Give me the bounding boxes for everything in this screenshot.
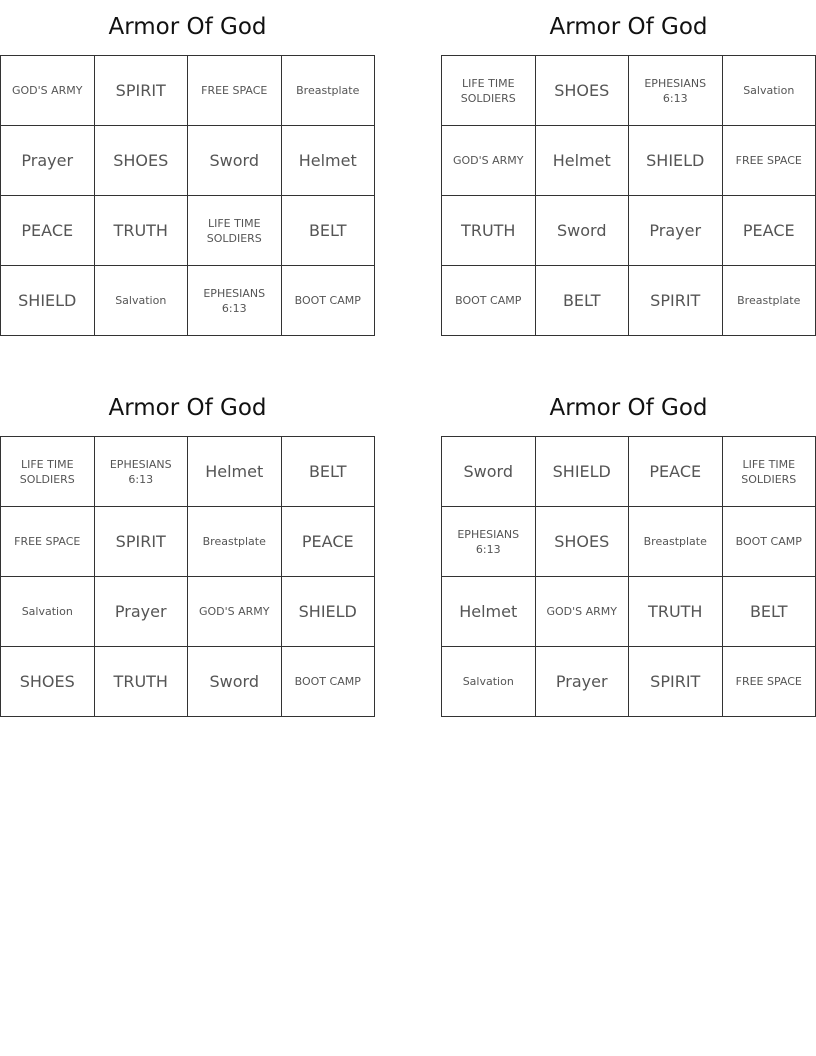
bingo-cell: TRUTH bbox=[95, 647, 189, 717]
bingo-cell: Helmet bbox=[442, 577, 536, 647]
bingo-cell: Helmet bbox=[188, 437, 282, 507]
bingo-grid bbox=[0, 55, 375, 336]
bingo-cell: SPIRIT bbox=[95, 56, 189, 126]
bingo-cell: GOD'S ARMY bbox=[1, 56, 95, 126]
bingo-cell: SHOES bbox=[1, 647, 95, 717]
bingo-grid bbox=[0, 436, 375, 717]
bingo-cell: Helmet bbox=[282, 126, 376, 196]
bingo-cell: BELT bbox=[723, 577, 816, 647]
bingo-cell: Breastplate bbox=[282, 56, 376, 126]
bingo-grid bbox=[441, 436, 816, 717]
bingo-cell: Helmet bbox=[536, 126, 630, 196]
bingo-cell: SHOES bbox=[95, 126, 189, 196]
card-title: Armor Of God bbox=[549, 14, 708, 40]
bingo-cell: GOD'S ARMY bbox=[536, 577, 630, 647]
bingo-cell: Sword bbox=[188, 126, 282, 196]
bingo-cell: Salvation bbox=[95, 266, 189, 336]
bingo-cell: LIFE TIME SOLDIERS bbox=[723, 437, 816, 507]
bingo-cell: Sword bbox=[536, 196, 630, 266]
bingo-cell: Prayer bbox=[1, 126, 95, 196]
bingo-cell: BELT bbox=[536, 266, 630, 336]
bingo-cell: LIFE TIME SOLDIERS bbox=[188, 196, 282, 266]
bingo-cell: EPHESIANS 6:13 bbox=[188, 266, 282, 336]
bingo-cell: Breastplate bbox=[188, 507, 282, 577]
bingo-cell: BOOT CAMP bbox=[723, 507, 816, 577]
bingo-cell: SHIELD bbox=[282, 577, 376, 647]
bingo-cell: PEACE bbox=[723, 196, 816, 266]
bingo-cell: FREE SPACE bbox=[1, 507, 95, 577]
bingo-cell: EPHESIANS 6:13 bbox=[95, 437, 189, 507]
bingo-cell: PEACE bbox=[282, 507, 376, 577]
bingo-grid bbox=[441, 55, 816, 336]
bingo-cell: TRUTH bbox=[629, 577, 723, 647]
bingo-cell: Sword bbox=[442, 437, 536, 507]
card-title: Armor Of God bbox=[108, 14, 267, 40]
bingo-cell: Prayer bbox=[536, 647, 630, 717]
bingo-cell: TRUTH bbox=[442, 196, 536, 266]
bingo-cell: FREE SPACE bbox=[723, 126, 816, 196]
bingo-cell: Breastplate bbox=[723, 266, 816, 336]
bingo-cell: GOD'S ARMY bbox=[442, 126, 536, 196]
bingo-cell: Breastplate bbox=[629, 507, 723, 577]
bingo-cell: BOOT CAMP bbox=[282, 647, 376, 717]
bingo-cell: EPHESIANS 6:13 bbox=[442, 507, 536, 577]
bingo-cell: SPIRIT bbox=[629, 266, 723, 336]
card-title: Armor Of God bbox=[549, 395, 708, 421]
bingo-cell: SHOES bbox=[536, 507, 630, 577]
bingo-cell: LIFE TIME SOLDIERS bbox=[442, 56, 536, 126]
bingo-cell: BELT bbox=[282, 437, 376, 507]
bingo-cell: SHOES bbox=[536, 56, 630, 126]
bingo-cell: Sword bbox=[188, 647, 282, 717]
bingo-cell: Salvation bbox=[442, 647, 536, 717]
bingo-cell: Salvation bbox=[1, 577, 95, 647]
bingo-cell: LIFE TIME SOLDIERS bbox=[1, 437, 95, 507]
bingo-cell: PEACE bbox=[1, 196, 95, 266]
bingo-cell: EPHESIANS 6:13 bbox=[629, 56, 723, 126]
bingo-cell: FREE SPACE bbox=[188, 56, 282, 126]
bingo-cell: BOOT CAMP bbox=[442, 266, 536, 336]
bingo-cell: TRUTH bbox=[95, 196, 189, 266]
bingo-cell: SHIELD bbox=[536, 437, 630, 507]
bingo-cell: GOD'S ARMY bbox=[188, 577, 282, 647]
bingo-cell: Prayer bbox=[95, 577, 189, 647]
bingo-cell: SPIRIT bbox=[95, 507, 189, 577]
card-title: Armor Of God bbox=[108, 395, 267, 421]
bingo-cell: Salvation bbox=[723, 56, 816, 126]
bingo-cell: SHIELD bbox=[1, 266, 95, 336]
bingo-cell: PEACE bbox=[629, 437, 723, 507]
bingo-cell: Prayer bbox=[629, 196, 723, 266]
bingo-cell: BELT bbox=[282, 196, 376, 266]
bingo-cell: SPIRIT bbox=[629, 647, 723, 717]
bingo-cell: SHIELD bbox=[629, 126, 723, 196]
bingo-cell: FREE SPACE bbox=[723, 647, 816, 717]
bingo-cell: BOOT CAMP bbox=[282, 266, 376, 336]
